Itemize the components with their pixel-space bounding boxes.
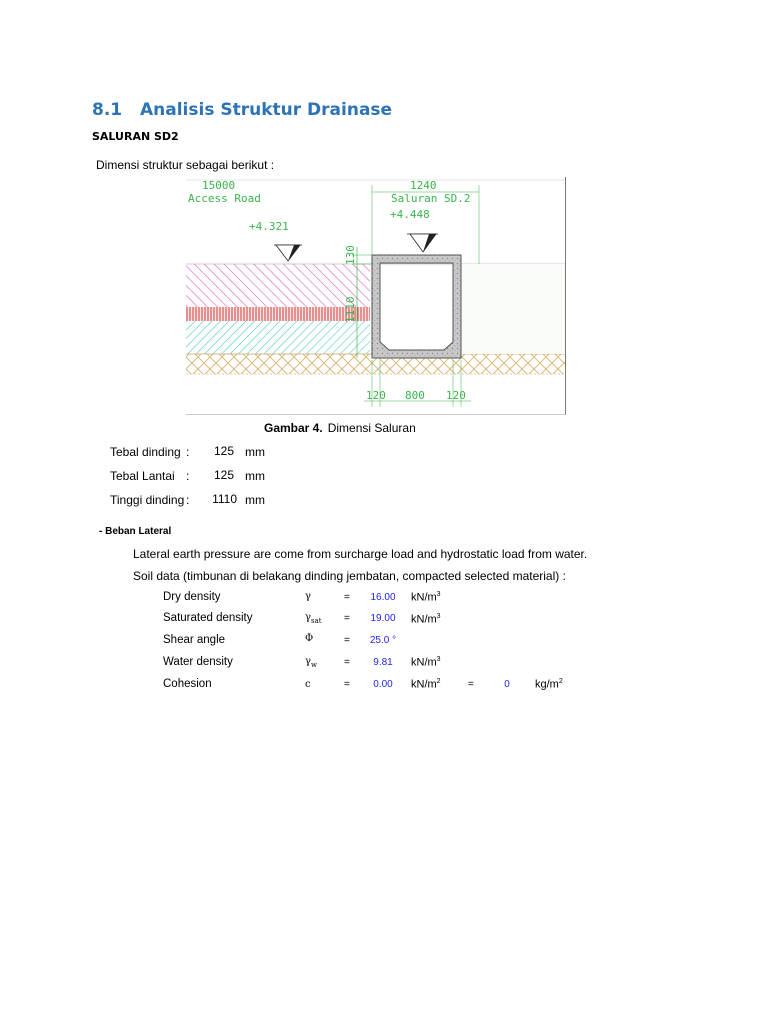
- soil-unit: $kN/m^3$: [411, 591, 441, 604]
- lateral-paragraph-1: Lateral earth pressure are come from surcharge load and hydrostatic load from water.: [133, 547, 588, 561]
- soil-label: Water density: [163, 656, 233, 668]
- soil-symbol: γ: [305, 591, 311, 602]
- soil-equals: =: [344, 657, 350, 668]
- soil-symbol: c: [305, 679, 311, 690]
- soil-value-2: 0: [504, 679, 510, 690]
- dim-1240-label: 1240: [410, 179, 437, 192]
- subheading: SALURAN SD2: [92, 130, 179, 143]
- dimension-value: 125: [213, 468, 234, 482]
- dimension-sep: :: [186, 493, 190, 507]
- section-heading: [92, 100, 392, 120]
- soil-symbol: Φ: [305, 633, 314, 644]
- soil-value: 16.00: [370, 592, 396, 603]
- soil-label: Cohesion: [163, 678, 212, 690]
- lateral-paragraph-2: Soil data (timbunan di belakang dinding jembatan, compacted selected material) :: [133, 569, 566, 583]
- level-right-label: +4.448: [390, 208, 430, 221]
- soil-equals: =: [344, 679, 350, 690]
- section-title: Analisis Struktur Drainase: [140, 100, 393, 120]
- dimension-unit: mm: [245, 445, 265, 459]
- soil-value: 0.00: [373, 679, 393, 690]
- dim-bottom-mid: 800: [405, 389, 425, 402]
- access-road-label: Access Road: [188, 192, 261, 205]
- figure-caption: [264, 421, 416, 435]
- caption-label: Gambar 4.: [264, 421, 323, 435]
- soil-value: 9.81: [373, 657, 393, 668]
- dimension-label: Tebal Lantai: [110, 469, 175, 483]
- soil-unit-2: $kg/m^2$: [535, 678, 563, 691]
- soil-unit: $kN/m^3$: [411, 613, 441, 626]
- soil-symbol: $\gamma_w$: [305, 656, 317, 669]
- dim-bottom-right: 120: [446, 389, 466, 402]
- dimension-label: Tebal dinding: [110, 445, 181, 459]
- soil-symbol: $\gamma_{sat}$: [305, 612, 322, 625]
- dimension-value: 125: [213, 444, 234, 458]
- level-left-label: +4.321: [249, 220, 289, 233]
- dimension-value: 1110: [212, 492, 237, 506]
- soil-label: Saturated density: [163, 612, 253, 624]
- dimension-sep: :: [186, 445, 190, 459]
- dimension-label: Tinggi dinding: [110, 493, 185, 507]
- soil-equals: =: [344, 592, 350, 603]
- dim-15000-label: 15000: [202, 179, 236, 192]
- soil-value: 19.00: [370, 613, 396, 624]
- soil-equals: =: [344, 635, 350, 646]
- intro-text: Dimensi struktur sebagai berikut :: [96, 158, 275, 172]
- soil-equals-2: =: [468, 679, 474, 690]
- soil-value: 25.0 °: [369, 635, 397, 646]
- soil-label: Dry density: [163, 591, 221, 603]
- dimension-unit: mm: [245, 493, 265, 507]
- soil-label: Shear angle: [163, 634, 226, 646]
- dim-1110-label: 1110: [344, 296, 357, 323]
- section-number: 8.1: [92, 100, 123, 120]
- caption-text: Dimensi Saluran: [327, 421, 416, 435]
- soil-equals: =: [344, 613, 350, 624]
- soil-unit: $kN/m^2$: [411, 678, 441, 691]
- lateral-load-title: - Beban Lateral: [99, 526, 172, 537]
- saluran-label: Saluran SD.2: [391, 192, 471, 205]
- cross-section-figure: [186, 177, 566, 415]
- dim-bottom-left: 120: [366, 389, 386, 402]
- dim-130-label: 130: [344, 245, 357, 265]
- cross-section-drawing: [186, 177, 565, 414]
- dimension-sep: :: [186, 469, 190, 483]
- soil-unit: $kN/m^3$: [411, 656, 441, 669]
- dimension-unit: mm: [245, 469, 265, 483]
